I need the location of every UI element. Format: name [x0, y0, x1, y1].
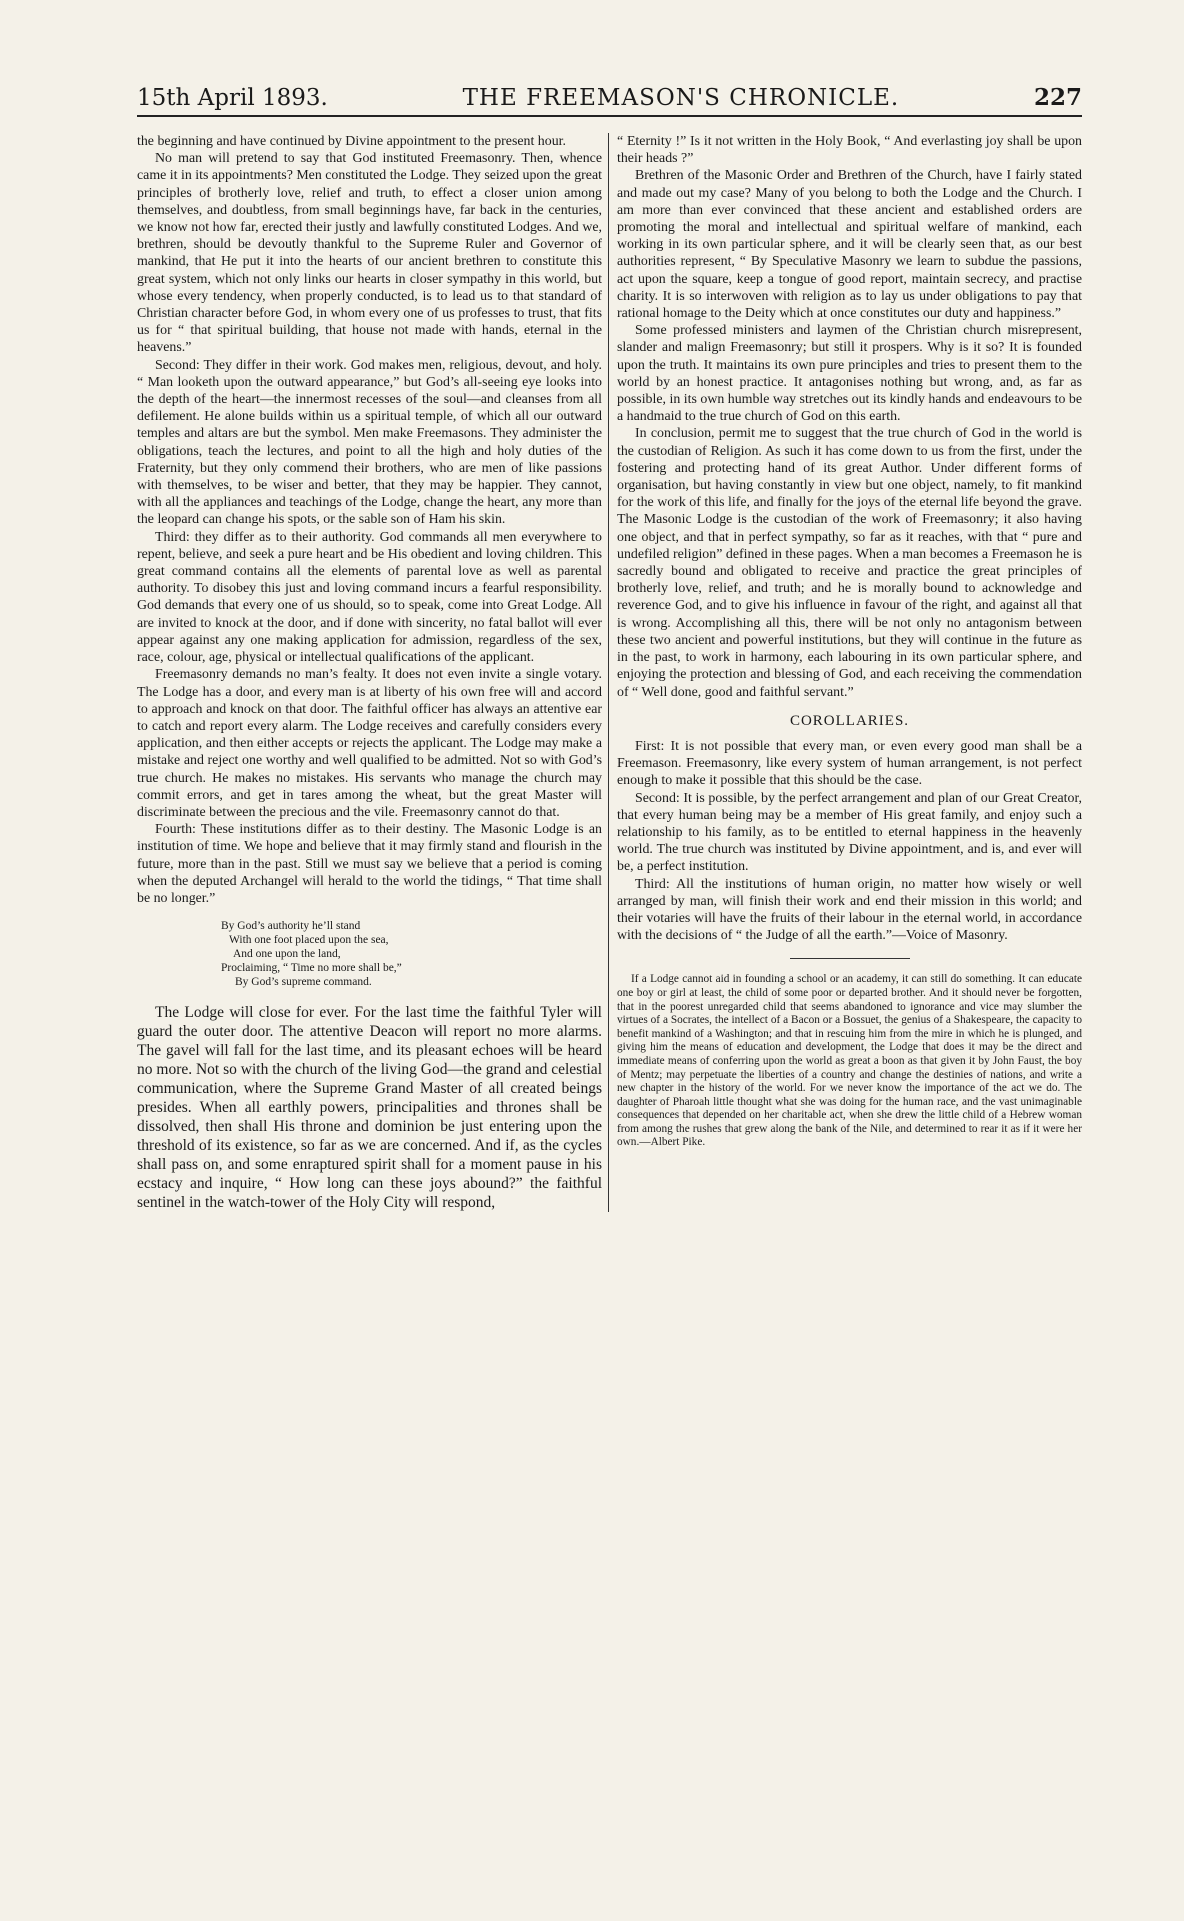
page-number: 227: [1033, 84, 1082, 111]
footnote-paragraph: If a Lodge cannot aid in founding a school or an academy, it can still do something. It can educate one boy or girl at least, the child of some poor or departed brother. And it should never be forgotten, that in the poorest unregarded child that seems abandoned to ignorance and vice may slumber the virtues of a Socrates, the intellect of a Bacon or a Bossuet, the genius of a Shakespeare, the capacity to benefit mankind of a Washington; and that in rescuing him from the mire in which he is plunged, and giving him the means of education and development, the Lodge that does it may be the direct and immediate means of conferring upon the world as great a boon as that given it by John Faust, the boy of Mentz; may perpetuate the liberties of a country and change the destinies of nations, and write a new chapter in the history of the world. For we never know the importance of the act we do. The daughter of Pharoah little thought what she was doing for the human race, and the vast unimaginable consequences that depended on her charitable act, when she drew the little child of a Hebrew woman from among the rushes that grew along the bank of the Nile, and determined to rear it as if it were her own.—Albert Pike.: [617, 973, 1082, 1149]
left-column: [137, 133, 609, 1212]
paragraph: Third: they differ as to their authority. God commands all men everywhere to repent, believe, and seek a pure heart and be His obedient and loving children. This great command contains all the elements of parental love as well as parental authority. To disobey this just and loving command incurs a fearful responsibility. God demands that every one of us should, so to speak, come into Great Lodge. All are invited to knock at the door, and if done with sincerity, no fatal ballot will ever appear against any one making application for admission, regardless of the sex, race, colour, age, physical or intellectual qualifications of the applicant.: [137, 529, 602, 666]
paragraph: First: It is not possible that every man, or even every good man shall be a Freemason. Freemasonry, like every system of human arrangement, is not perfect enough to make it possible that this should be the case.: [617, 738, 1082, 789]
paragraph: No man will pretend to say that God instituted Freemasonry. Then, whence came it in its appointments? Men constituted the Lodge. They seized upon the great principles of brotherly love, relief and truth, to effect a closer union among themselves, and doubtless, from small beginnings have, far back in the centuries, we know not how far, erected their justly and lawfully constituted Lodges. And we, brethren, should be devoutly thankful to the Supreme Ruler and Governor of mankind, that He put it into the hearts of our ancient brethren to constitute this great system, which not only links our hearts in closer sympathy in this world, but whose every tendency, when properly conducted, is to lead us to that standard of Christian character before God, in whom every one of us professes to trust, that fits us for “ that spiritual building, that house not made with hands, eternal in the heavens.”: [137, 151, 602, 356]
article-columns: [137, 133, 1082, 1212]
poem-line: By God’s supreme command.: [235, 976, 372, 989]
paragraph: Second: They differ in their work. God makes men, religious, devout, and holy. “ Man looketh upon the outward appearance,” but God’s all-seeing eye looks into the depth of the heart—the innermost recesses of the soul—and cleanses from all defilement. He alone builds within us a spiritual temple, of which all our outward temples and altars are but the symbol. Men make Freemasons. They administer the obligations, teach the lectures, and point to all the high and holy duties of the Fraternity, but they only commend their brothers, who are men of like passions with themselves, to be wiser and better, that they may be happier. They cannot, with all the appliances and teachings of the Lodge, change the heart, any more than the leopard can change his spots, or the sable son of Ham his skin.: [137, 357, 602, 528]
paragraph: the beginning and have continued by Divine appointment to the present hour.: [137, 134, 566, 149]
paragraph: Third: All the institutions of human origin, no matter how wisely or well arranged by man, will finish their work and end their mission in this world; and their votaries will have the fruits of their labour in the eternal world, in accordance with the decisions of “ the Judge of all the earth.”—Voice of Masonry.: [617, 876, 1082, 944]
page-header: [137, 84, 1082, 117]
poem-line: With one foot placed upon the sea,: [229, 934, 389, 947]
poem-line: Proclaiming, “ Time no more shall be,”: [221, 962, 402, 975]
issue-date: 15th April 1893.: [137, 85, 328, 111]
paragraph: Fourth: These institutions differ as to their destiny. The Masonic Lodge is an institution of time. We hope and believe that it may firmly stand and flourish in the future, more than in the past. Still we must say we believe that a period is coming when the deputed Archangel will herald to the world the tidings, “ That time shall be no longer.”: [137, 822, 602, 906]
paragraph: Freemasonry demands no man’s fealty. It does not even invite a single votary. The Lodge has a door, and every man is at liberty of his own free will and accord to approach and knock on that door. The faithful officer has always an attentive ear to catch and report every alarm. The Lodge receives and carefully considers every application, and then either accepts or rejects the applicant. The Lodge may make a mistake and reject one worthy and well qualified to be admitted. Not so with God’s true church. He makes no mistakes. His servants who manage the church may commit errors, and get in tares among the wheat, but the great Master will discriminate between the precious and the vile. Freemasonry cannot do that.: [137, 667, 602, 820]
poem-line: By God’s authority he’ll stand: [221, 920, 361, 933]
divider: [790, 958, 910, 959]
paragraph: Brethren of the Masonic Order and Brethren of the Church, have I fairly stated and made out my case? Many of you belong to both the Lodge and the Church. I am more than ever convinced that these ancient and established orders are promoting the moral and intellectual and spiritual welfare of mankind, each working in its own particular sphere, and it will be clearly seen that, as our best authorities represent, “ By Speculative Masonry we learn to subdue the passions, act upon the square, keep a tongue of good report, maintain secrecy, and practise charity. It is so interwoven with religion as to lay us under obligations to pay that rational homage to the Deity which at once constitutes our duty and happiness.”: [617, 168, 1082, 322]
poem-verse: [221, 919, 602, 989]
section-heading: COROLLARIES.: [789, 712, 910, 729]
right-column: [609, 133, 1082, 1212]
paragraph: The Lodge will close for ever. For the last time the faithful Tyler will guard the outer door. The attentive Deacon will report no more alarms. The gavel will fall for the last time, and its pleasant echoes will be heard no more. Not so with the church of the living God—the grand and celestial communication, where the Supreme Grand Master of all created beings presides. When all earthly powers, principalities and thrones shall be dissolved, then shall His throne and dominion be just entering upon the threshold of its existence, so far as we are concerned. And if, as the cycles shall pass on, and some enraptured spirit shall for a moment pause in his ecstacy and inquire, “ How long can these joys abound?” the faithful sentinel in the watch-tower of the Holy City will respond,: [137, 1004, 602, 1212]
paragraph: Some professed ministers and laymen of the Christian church misrepresent, slander and malign Freemasonry; but still it prospers. Why is it so? It is founded upon the truth. It maintains its own pure principles and tries to present them to the world by an honest practice. It antagonises nothing but wrong, and, as far as possible, in its own humble way stretches out its kindly hands and endeavours to be a handmaid to the true church of God on this earth.: [617, 323, 1082, 425]
paragraph: In conclusion, permit me to suggest that the true church of God in the world is the custodian of Religion. As such it has come down to us from the first, under the fostering and protecting hand of its great Author. Under different forms of organisation, but having constantly in view but one object, namely, to fit mankind for the work of this life, and finally for the joys of the eternal life beyond the grave. The Masonic Lodge is the custodian of the work of Freemasonry; it also having one object, and that in perfect sympathy, so far as it reaches, with that “ pure and undefiled religion” defined in these pages. When a man becomes a Freemason he is sacredly bound and obligated to receive and practice the great principles of brotherly love, relief, and truth; and he is morally bound to acknowledge and reverence God, and to give his influence in favour of the right, and against all that is wrong. Accomplishing all this, there will be not only no antagonism between these two ancient and powerful institutions, but they will continue in the future as in the past, to work in harmony, each labouring in its own particular sphere, and enjoying the protection and blessing of God, and each receiving the commendation of “ Well done, good and faithful servant.”: [617, 426, 1082, 700]
poem-line: And one upon the land,: [233, 948, 341, 961]
paragraph: “ Eternity !” Is it not written in the Holy Book, “ And everlasting joy shall be upon their heads ?”: [617, 134, 1082, 167]
paragraph: Second: It is possible, by the perfect arrangement and plan of our Great Creator, that every human being may be a member of His great family, and enjoy such a relationship to his family, as to be entitled to eternal happiness in the heavenly world. The true church was instituted by Divine appointment, and is, and ever will be, a perfect institution.: [617, 790, 1082, 875]
publication-title: THE FREEMASON'S CHRONICLE.: [462, 85, 900, 111]
footnote-box: [617, 973, 1082, 1150]
